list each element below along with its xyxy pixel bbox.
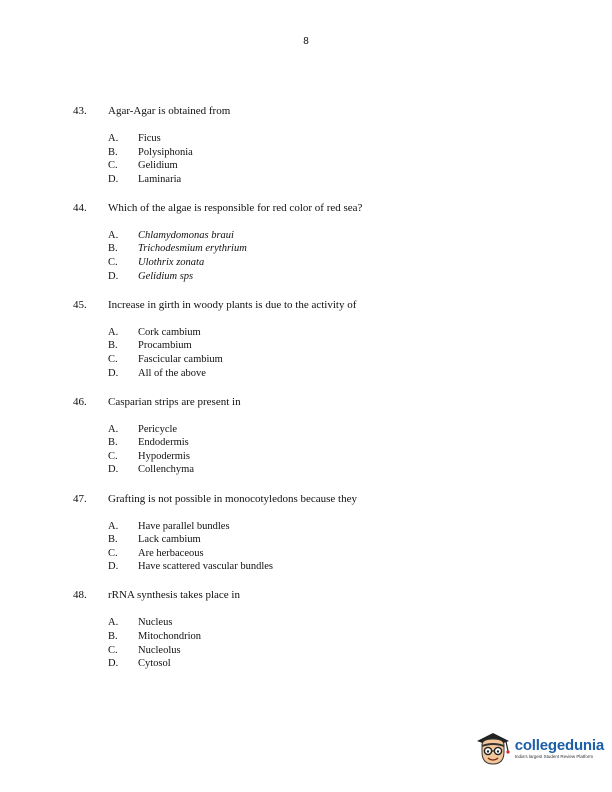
option-a — [108, 423, 553, 437]
option-text: Have parallel bundles — [138, 520, 230, 532]
option-text: Nucleus — [138, 617, 173, 629]
question-text: Grafting is not possible in monocotyledons because they — [108, 492, 357, 505]
question-44 — [73, 202, 553, 283]
option-letter: C. — [108, 160, 118, 172]
option-b — [108, 436, 553, 450]
option-letter: D. — [108, 464, 119, 476]
option-text: Hypodermis — [138, 450, 190, 462]
option-letter: C. — [108, 353, 118, 365]
question-43 — [73, 105, 553, 186]
option-text: Gelidium — [138, 160, 178, 172]
option-text: Ulothrix zonata — [138, 257, 205, 269]
collegedunia-logo — [473, 729, 604, 769]
page-number: 8 — [303, 36, 309, 47]
question-stem — [73, 493, 553, 506]
option-text: Fascicular cambium — [138, 353, 223, 365]
question-stem — [73, 396, 553, 409]
option-d — [108, 463, 553, 477]
option-letter: B. — [108, 340, 118, 352]
option-letter: D. — [108, 367, 119, 379]
question-stem — [73, 202, 553, 215]
option-list — [73, 423, 553, 477]
question-stem — [73, 105, 553, 118]
option-letter: A. — [108, 229, 119, 241]
option-a — [108, 326, 553, 340]
question-number: 47. — [73, 492, 87, 505]
option-letter: D. — [108, 658, 119, 670]
option-text: Chlamydomonas braui — [138, 229, 234, 241]
option-text: Lack cambium — [138, 534, 201, 546]
option-list — [73, 616, 553, 670]
question-number: 44. — [73, 201, 87, 214]
option-text: Polysiphonia — [138, 146, 193, 158]
option-text: All of the above — [138, 367, 206, 379]
option-c — [108, 353, 553, 367]
question-46 — [73, 396, 553, 477]
option-text: Trichodesmium erythrium — [138, 243, 247, 255]
option-c — [108, 644, 553, 658]
option-c — [108, 450, 553, 464]
student-mascot-icon — [473, 729, 513, 769]
question-number: 46. — [73, 395, 87, 408]
question-number: 43. — [73, 105, 87, 117]
option-letter: A. — [108, 617, 119, 629]
option-text: Laminaria — [138, 173, 182, 185]
option-a — [108, 616, 553, 630]
question-number: 48. — [73, 589, 87, 602]
option-b — [108, 242, 553, 256]
option-b — [108, 533, 553, 547]
option-text: Are herbaceous — [138, 547, 204, 559]
question-stem — [73, 589, 553, 602]
option-c — [108, 159, 553, 173]
question-text: Which of the algae is responsible for red color of red sea? — [108, 201, 363, 214]
question-text: rRNA synthesis takes place in — [108, 589, 240, 602]
option-c — [108, 256, 553, 270]
option-b — [108, 630, 553, 644]
option-text: Cytosol — [138, 658, 171, 670]
option-text: Nucleolus — [138, 644, 181, 656]
option-letter: B. — [108, 630, 118, 642]
question-text: Increase in girth in woody plants is due to the activity of — [108, 298, 357, 311]
option-a — [108, 132, 553, 146]
option-b — [108, 146, 553, 160]
option-b — [108, 339, 553, 353]
option-a — [108, 229, 553, 243]
option-letter: D. — [108, 270, 119, 282]
option-letter: B. — [108, 437, 118, 449]
question-text: Agar-Agar is obtained from — [108, 105, 231, 117]
option-letter: D. — [108, 173, 119, 185]
option-d — [108, 657, 553, 671]
option-letter: A. — [108, 133, 119, 144]
question-number: 45. — [73, 298, 87, 311]
option-letter: A. — [108, 520, 119, 532]
option-text: Mitochondrion — [138, 630, 201, 642]
question-list — [73, 105, 553, 686]
option-list — [73, 132, 553, 186]
option-letter: D. — [108, 561, 119, 573]
option-letter: C. — [108, 450, 118, 462]
option-letter: A. — [108, 326, 119, 338]
question-45 — [73, 299, 553, 380]
logo-brand: collegedunia — [514, 737, 604, 754]
option-text: Ficus — [138, 133, 161, 144]
option-d — [108, 367, 553, 381]
option-text: Have scattered vascular bundles — [138, 561, 273, 573]
option-letter: B. — [108, 243, 118, 255]
option-d — [108, 173, 553, 187]
option-list — [73, 326, 553, 380]
option-text: Gelidium sps — [138, 270, 194, 282]
option-text: Cork cambium — [138, 326, 201, 338]
question-48 — [73, 589, 553, 670]
option-c — [108, 547, 553, 561]
option-text: Pericycle — [138, 423, 178, 435]
option-list — [73, 229, 553, 283]
option-text: Endodermis — [138, 437, 189, 449]
question-text: Casparian strips are present in — [108, 395, 241, 408]
option-a — [108, 520, 553, 534]
logo-tagline: India's largest Student Review Platform — [514, 754, 594, 759]
option-text: Procambium — [138, 340, 192, 352]
option-letter: C. — [108, 547, 118, 559]
option-letter: A. — [108, 423, 119, 435]
option-letter: B. — [108, 534, 118, 546]
option-text: Collenchyma — [138, 464, 194, 476]
logo-text — [515, 738, 604, 760]
question-47 — [73, 493, 553, 574]
option-d — [108, 560, 553, 574]
option-letter: B. — [108, 146, 118, 158]
option-d — [108, 270, 553, 284]
option-letter: C. — [108, 257, 118, 269]
option-list — [73, 520, 553, 574]
question-stem — [73, 299, 553, 312]
option-letter: C. — [108, 644, 118, 656]
